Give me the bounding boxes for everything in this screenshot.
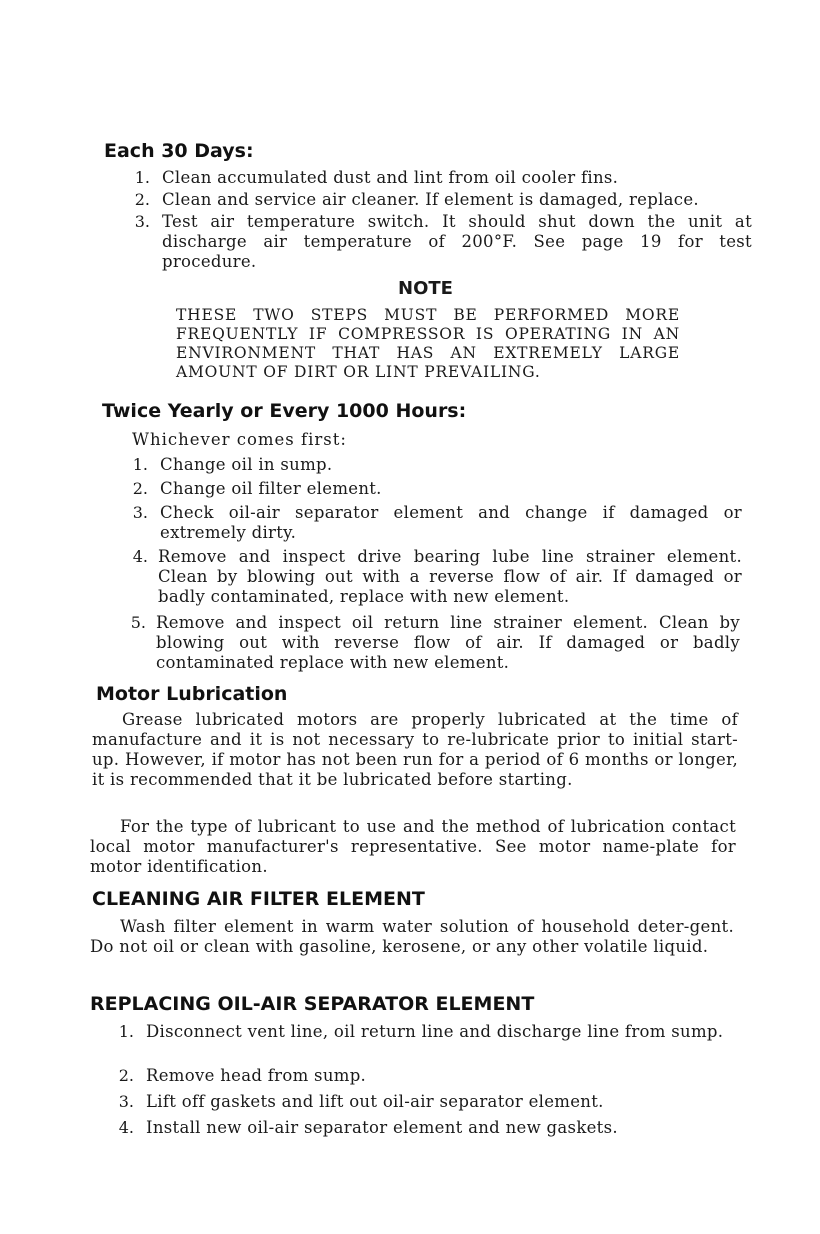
list-number: 5. <box>130 613 146 632</box>
list-number: 1. <box>118 1022 134 1041</box>
list-item: Clean and service air cleaner. If element is damaged, replace. <box>162 190 699 209</box>
heading-motor-lubrication: Motor Lubrication <box>96 683 288 705</box>
list-number: 2. <box>132 479 148 498</box>
list-number: 1. <box>132 455 148 474</box>
paragraph <box>92 710 738 790</box>
list-item: Remove and inspect oil return line strainer element. Clean by blowing out with reverse flow of air. If damaged or badly contaminated replace with new element. <box>156 613 740 672</box>
list-item: Clean accumulated dust and lint from oil cooler fins. <box>162 168 619 187</box>
note-text: THESE TWO STEPS MUST BE PERFORMED MORE FREQUENTLY IF COMPRESSOR IS OPERATING IN AN ENVIRONMENT THAT HAS AN EXTREMELY LARGE AMOUNT OF DIRT OR LINT PREVAILING. <box>176 306 680 381</box>
list-item: Disconnect vent line, oil return line and discharge line from sump. <box>146 1022 724 1041</box>
list-item: Test air temperature switch. It should shut down the unit at discharge air temperature of 200°F. See page 19 for test procedure. <box>162 212 752 271</box>
list-number: 4. <box>132 547 148 566</box>
list-item: Change oil filter element. <box>160 479 382 498</box>
list-item: Lift off gaskets and lift out oil-air separator element. <box>146 1092 604 1111</box>
list-item: Check oil-air separator element and change if damaged or extremely dirty. <box>160 503 742 542</box>
list-number: 4. <box>118 1118 134 1137</box>
list-item: Change oil in sump. <box>160 455 333 474</box>
list-number: 2. <box>118 1066 134 1085</box>
heading-each-30-days: Each 30 Days: <box>104 140 254 162</box>
heading-twice-yearly: Twice Yearly or Every 1000 Hours: <box>102 400 467 422</box>
list-number: 1. <box>134 168 150 187</box>
paragraph-text: Grease lubricated motors are properly lubricated at the time of manufacture and it is not necessary to re-lubricate prior to initial start-up. However, if motor has not been run for a period of 6 months or longer, it is recommended that it be lubricated before starting. <box>92 710 738 789</box>
paragraph <box>90 917 734 957</box>
list-item: Remove and inspect drive bearing lube line strainer element. Clean by blowing out with a reverse flow of air. If damaged or badly contaminated, replace with new element. <box>158 547 742 606</box>
list-item: Remove head from sump. <box>146 1066 367 1085</box>
intro-text: Whichever comes first: <box>132 430 347 449</box>
heading-replacing-separator: REPLACING OIL-AIR SEPARATOR ELEMENT <box>90 993 535 1015</box>
paragraph-text: For the type of lubricant to use and the method of lubrication contact local motor manufacturer's representative. See motor name-plate for motor identification. <box>90 817 736 876</box>
list-number: 3. <box>134 212 150 231</box>
note-title: NOTE <box>398 278 453 299</box>
list-item: Install new oil-air separator element and new gaskets. <box>146 1118 618 1137</box>
list-number: 2. <box>134 190 150 209</box>
paragraph <box>90 817 736 877</box>
list-number: 3. <box>132 503 148 522</box>
list-number: 3. <box>118 1092 134 1111</box>
heading-cleaning-air-filter: CLEANING AIR FILTER ELEMENT <box>92 888 425 910</box>
paragraph-text: Wash filter element in warm water solution of household deter-gent. Do not oil or clean with gasoline, kerosene, or any other volatile liquid. <box>90 917 734 956</box>
